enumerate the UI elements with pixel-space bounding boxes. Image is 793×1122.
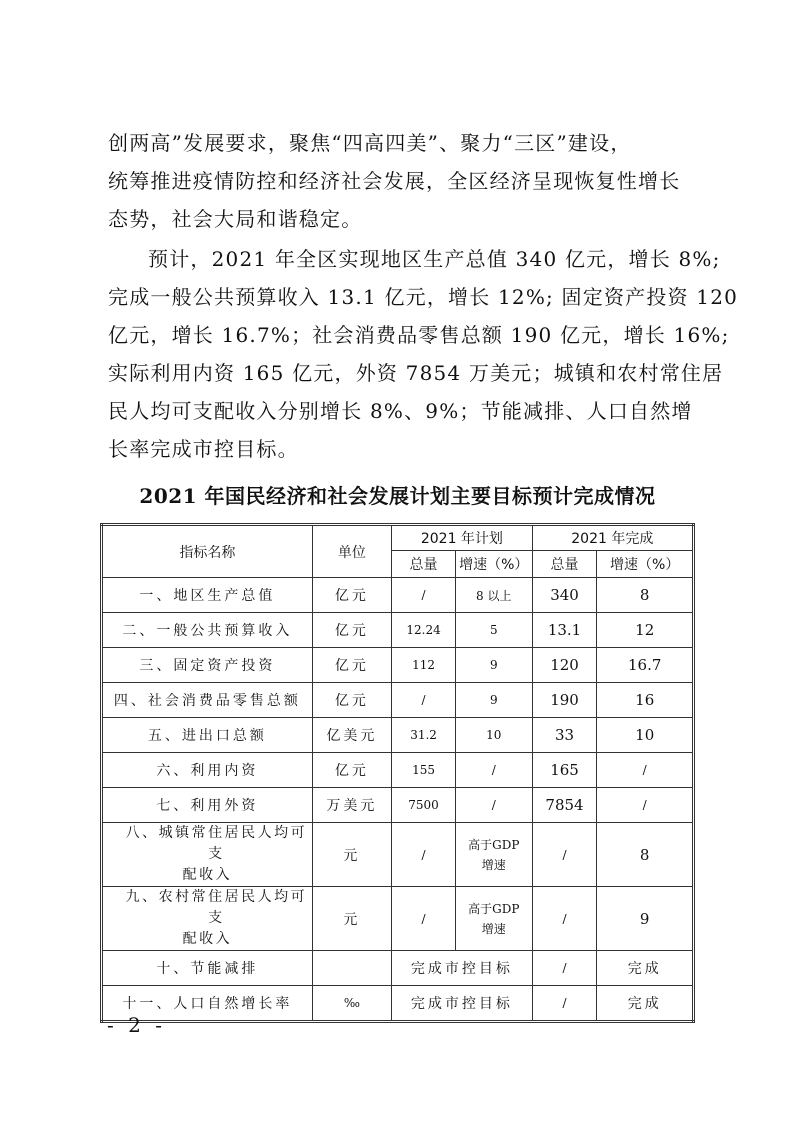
unit: 亿元 — [312, 578, 391, 613]
actual-growth: 8 — [597, 578, 694, 613]
plan-growth — [455, 887, 532, 951]
unit: 亿元 — [312, 683, 391, 718]
table-row — [102, 823, 694, 887]
text-line: 民人均可支配收入分别增长 8%、9%；节能减排、人口自然增 — [108, 399, 693, 423]
indicator-name: 十、节能减排 — [102, 951, 313, 986]
plan-growth: 8 以上 — [455, 578, 532, 613]
actual-total: / — [532, 823, 597, 887]
plan-total: / — [392, 887, 456, 951]
text-line: 态势，社会大局和谐稳定。 — [108, 207, 363, 231]
plan-merged: 完成市控目标 — [392, 951, 532, 986]
actual-growth: 10 — [597, 718, 694, 753]
plan-growth: 5 — [455, 613, 532, 648]
table-row — [102, 788, 694, 823]
plan-growth: 9 — [455, 683, 532, 718]
plan-growth: / — [455, 788, 532, 823]
indicator-name: 五、进出口总额 — [102, 718, 313, 753]
indicator-name-line: 配收入 — [182, 931, 233, 947]
actual-total: / — [532, 887, 597, 951]
indicator-name-line: 八、城镇常住居民人均可支 — [125, 825, 308, 862]
plan-growth: 9 — [455, 648, 532, 683]
text-line: 实际利用内资 165 亿元，外资 7854 万美元；城镇和农村常住居 — [108, 361, 724, 385]
actual-growth: / — [597, 788, 694, 823]
indicator-name — [102, 823, 313, 887]
actual-growth: 8 — [597, 823, 694, 887]
plan-growth: / — [455, 753, 532, 788]
intro-paragraph — [108, 124, 698, 238]
indicator-name: 一、地区生产总值 — [102, 578, 313, 613]
table-title: 2021 年国民经济和社会发展计划主要目标预计完成情况 — [139, 484, 656, 508]
actual-total: 340 — [532, 578, 597, 613]
actual-growth: / — [597, 753, 694, 788]
header-row — [102, 525, 694, 551]
plan-merged: 完成市控目标 — [392, 986, 532, 1022]
unit: 亿美元 — [312, 718, 391, 753]
actual-growth: 16 — [597, 683, 694, 718]
text-line: 完成一般公共预算收入 13.1 亿元，增长 12%; 固定资产投资 120 — [108, 285, 739, 309]
indicator-name — [102, 887, 313, 951]
plan-growth: 10 — [455, 718, 532, 753]
plan-growth-line: 高于GDP — [468, 837, 520, 852]
plan-growth-line: 增速 — [481, 857, 506, 872]
table-row — [102, 578, 694, 613]
text-line: 创两高”发展要求，聚焦“四高四美”、聚力“三区”建设， — [108, 131, 632, 155]
indicator-name: 七、利用外资 — [102, 788, 313, 823]
indicator-name: 六、利用内资 — [102, 753, 313, 788]
table-row — [102, 613, 694, 648]
unit: 元 — [312, 823, 391, 887]
actual-total: 165 — [532, 753, 597, 788]
indicator-name: 四、社会消费品零售总额 — [102, 683, 313, 718]
indicator-name: 三、固定资产投资 — [102, 648, 313, 683]
plan-growth — [455, 823, 532, 887]
header-plan-growth: 增速（%） — [455, 551, 532, 578]
plan-total: 7500 — [392, 788, 456, 823]
header-plan: 2021 年计划 — [392, 525, 532, 551]
plan-total: / — [392, 683, 456, 718]
table-row — [102, 683, 694, 718]
plan-total: / — [392, 823, 456, 887]
actual-total: 120 — [532, 648, 597, 683]
plan-growth-line: 增速 — [481, 921, 506, 936]
actual-growth: 9 — [597, 887, 694, 951]
text-line: 长率完成市控目标。 — [108, 437, 299, 461]
actual-total: 190 — [532, 683, 597, 718]
header-plan-total: 总量 — [392, 551, 456, 578]
plan-total: 112 — [392, 648, 456, 683]
text-line: 亿元，增长 16.7%；社会消费品零售总额 190 亿元，增长 16%; — [108, 323, 730, 347]
table-row — [102, 887, 694, 951]
unit: 亿元 — [312, 613, 391, 648]
targets-table — [100, 523, 695, 1023]
actual-total: 7854 — [532, 788, 597, 823]
header-indicator-name: 指标名称 — [102, 525, 313, 578]
header-actual-total: 总量 — [532, 551, 597, 578]
plan-total: / — [392, 578, 456, 613]
unit: 元 — [312, 887, 391, 951]
indicator-name-line: 配收入 — [182, 867, 233, 883]
actual-growth: 完成 — [597, 986, 694, 1022]
forecast-paragraph — [108, 240, 739, 468]
actual-total: 13.1 — [532, 613, 597, 648]
indicator-name: 十一、人口自然增长率 — [102, 986, 313, 1022]
text-line: 统筹推进疫情防控和经济社会发展，全区经济呈现恢复性增长 — [108, 169, 681, 193]
table-row — [102, 648, 694, 683]
unit: 亿元 — [312, 648, 391, 683]
table-row — [102, 986, 694, 1022]
actual-total: 33 — [532, 718, 597, 753]
actual-growth: 16.7 — [597, 648, 694, 683]
unit — [312, 951, 391, 986]
table-row — [102, 753, 694, 788]
unit: ‰ — [312, 986, 391, 1022]
actual-growth: 完成 — [597, 951, 694, 986]
header-unit: 单位 — [312, 525, 391, 578]
unit: 万美元 — [312, 788, 391, 823]
header-actual-growth: 增速（%） — [597, 551, 694, 578]
actual-total: / — [532, 951, 597, 986]
page-number: - 2 - — [107, 1013, 166, 1037]
plan-total: 31.2 — [392, 718, 456, 753]
plan-total: 155 — [392, 753, 456, 788]
indicator-name: 二、一般公共预算收入 — [102, 613, 313, 648]
table-row — [102, 951, 694, 986]
header-actual: 2021 年完成 — [532, 525, 693, 551]
unit: 亿元 — [312, 753, 391, 788]
indicator-name-line: 九、农村常住居民人均可支 — [125, 889, 308, 926]
actual-growth: 12 — [597, 613, 694, 648]
plan-growth-line: 高于GDP — [468, 901, 520, 916]
table-row — [102, 718, 694, 753]
plan-total: 12.24 — [392, 613, 456, 648]
actual-total: / — [532, 986, 597, 1022]
text-line: 预计，2021 年全区实现地区生产总值 340 亿元，增长 8%; — [148, 247, 721, 271]
